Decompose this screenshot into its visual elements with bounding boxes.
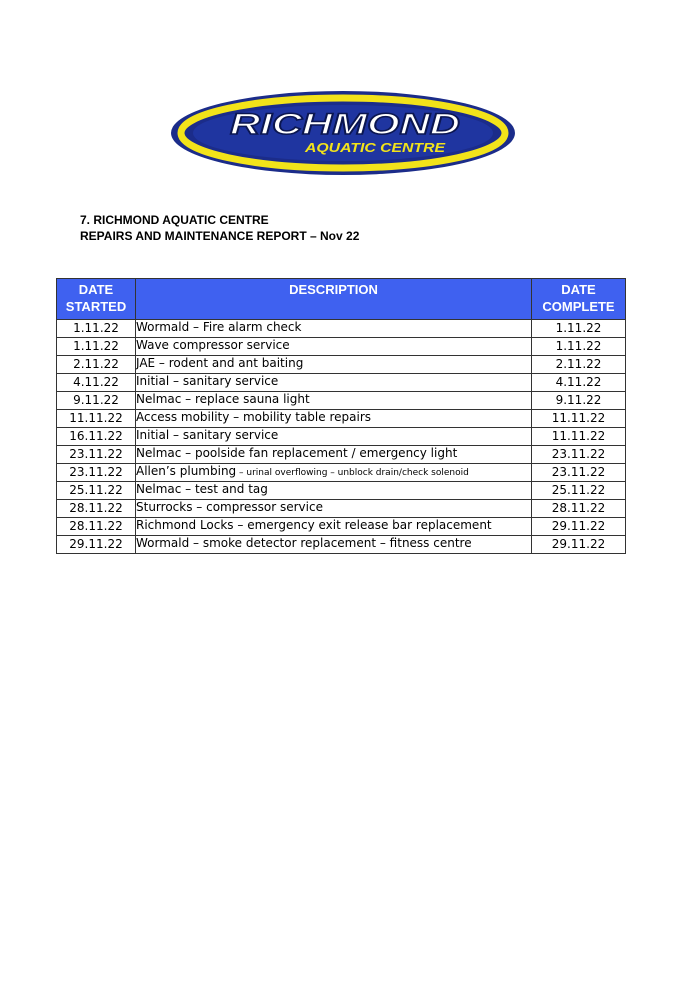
date-complete-cell: 29.11.22 <box>532 518 626 536</box>
description-text: Wormald – Fire alarm check <box>136 320 302 334</box>
header-description: DESCRIPTION <box>136 279 532 320</box>
date-complete-cell: 23.11.22 <box>532 464 626 482</box>
date-complete-cell: 4.11.22 <box>532 374 626 392</box>
table-row <box>57 500 626 518</box>
description-cell <box>136 410 532 428</box>
description-text: Access mobility – mobility table repairs <box>136 410 372 424</box>
description-cell <box>136 482 532 500</box>
date-complete-cell: 11.11.22 <box>532 410 626 428</box>
description-cell <box>136 392 532 410</box>
description-cell <box>136 356 532 374</box>
description-cell <box>136 464 532 482</box>
report-heading <box>80 212 359 244</box>
description-text: Nelmac – replace sauna light <box>136 392 310 406</box>
description-text: Nelmac – test and tag <box>136 482 268 496</box>
richmond-aquatic-centre-logo <box>170 90 516 176</box>
table-row <box>57 536 626 554</box>
table-row <box>57 392 626 410</box>
header-date-complete <box>532 279 626 320</box>
date-complete-cell: 1.11.22 <box>532 320 626 338</box>
description-text: Initial – sanitary service <box>136 374 279 388</box>
date-complete-cell: 2.11.22 <box>532 356 626 374</box>
description-text: Allen’s plumbing <box>136 464 237 478</box>
heading-line-2: REPAIRS AND MAINTENANCE REPORT – Nov 22 <box>80 229 360 243</box>
table-row <box>57 464 626 482</box>
table-row <box>57 356 626 374</box>
table-row <box>57 320 626 338</box>
description-cell <box>136 536 532 554</box>
description-cell <box>136 428 532 446</box>
header-complete-line2: COMPLETE <box>542 299 615 314</box>
date-started-cell: 23.11.22 <box>57 446 136 464</box>
date-started-cell: 29.11.22 <box>57 536 136 554</box>
description-text: Initial – sanitary service <box>136 428 279 442</box>
date-complete-cell: 1.11.22 <box>532 338 626 356</box>
table-row <box>57 482 626 500</box>
description-cell <box>136 320 532 338</box>
description-text: Wormald – smoke detector replacement – fitness centre <box>136 536 472 550</box>
description-cell <box>136 500 532 518</box>
table-row <box>57 446 626 464</box>
table-row <box>57 338 626 356</box>
logo-title: RICHMOND <box>230 108 460 141</box>
table-row <box>57 374 626 392</box>
maintenance-table <box>56 278 626 554</box>
description-text: Wave compressor service <box>136 338 290 352</box>
header-started-line2: STARTED <box>65 299 127 314</box>
date-complete-cell: 11.11.22 <box>532 428 626 446</box>
description-text: JAE – rodent and ant baiting <box>136 356 304 370</box>
description-text: Sturrocks – compressor service <box>136 500 323 514</box>
date-complete-cell: 23.11.22 <box>532 446 626 464</box>
table-row <box>57 518 626 536</box>
header-started-line1: DATE <box>78 282 114 297</box>
date-started-cell: 28.11.22 <box>57 518 136 536</box>
date-complete-cell: 28.11.22 <box>532 500 626 518</box>
description-cell <box>136 338 532 356</box>
description-text: Richmond Locks – emergency exit release bar replacement <box>136 518 492 532</box>
date-complete-cell: 25.11.22 <box>532 482 626 500</box>
date-started-cell: 25.11.22 <box>57 482 136 500</box>
header-complete-line1: DATE <box>561 282 596 297</box>
date-started-cell: 28.11.22 <box>57 500 136 518</box>
description-cell <box>136 374 532 392</box>
table-row <box>57 410 626 428</box>
table-row <box>57 428 626 446</box>
header-date-started <box>57 279 136 320</box>
date-started-cell: 1.11.22 <box>57 338 136 356</box>
date-started-cell: 16.11.22 <box>57 428 136 446</box>
description-detail: – urinal overflowing – unblock drain/check solenoid <box>236 468 469 478</box>
date-started-cell: 23.11.22 <box>57 464 136 482</box>
description-cell <box>136 446 532 464</box>
heading-line-1: 7. RICHMOND AQUATIC CENTRE <box>80 213 269 227</box>
date-started-cell: 1.11.22 <box>57 320 136 338</box>
description-text: Nelmac – poolside fan replacement / emergency light <box>136 446 458 460</box>
description-cell <box>136 518 532 536</box>
table-header-row <box>57 279 626 320</box>
date-started-cell: 2.11.22 <box>57 356 136 374</box>
date-complete-cell: 9.11.22 <box>532 392 626 410</box>
date-started-cell: 9.11.22 <box>57 392 136 410</box>
date-started-cell: 11.11.22 <box>57 410 136 428</box>
date-complete-cell: 29.11.22 <box>532 536 626 554</box>
logo-subtitle: AQUATIC CENTRE <box>303 140 446 155</box>
date-started-cell: 4.11.22 <box>57 374 136 392</box>
